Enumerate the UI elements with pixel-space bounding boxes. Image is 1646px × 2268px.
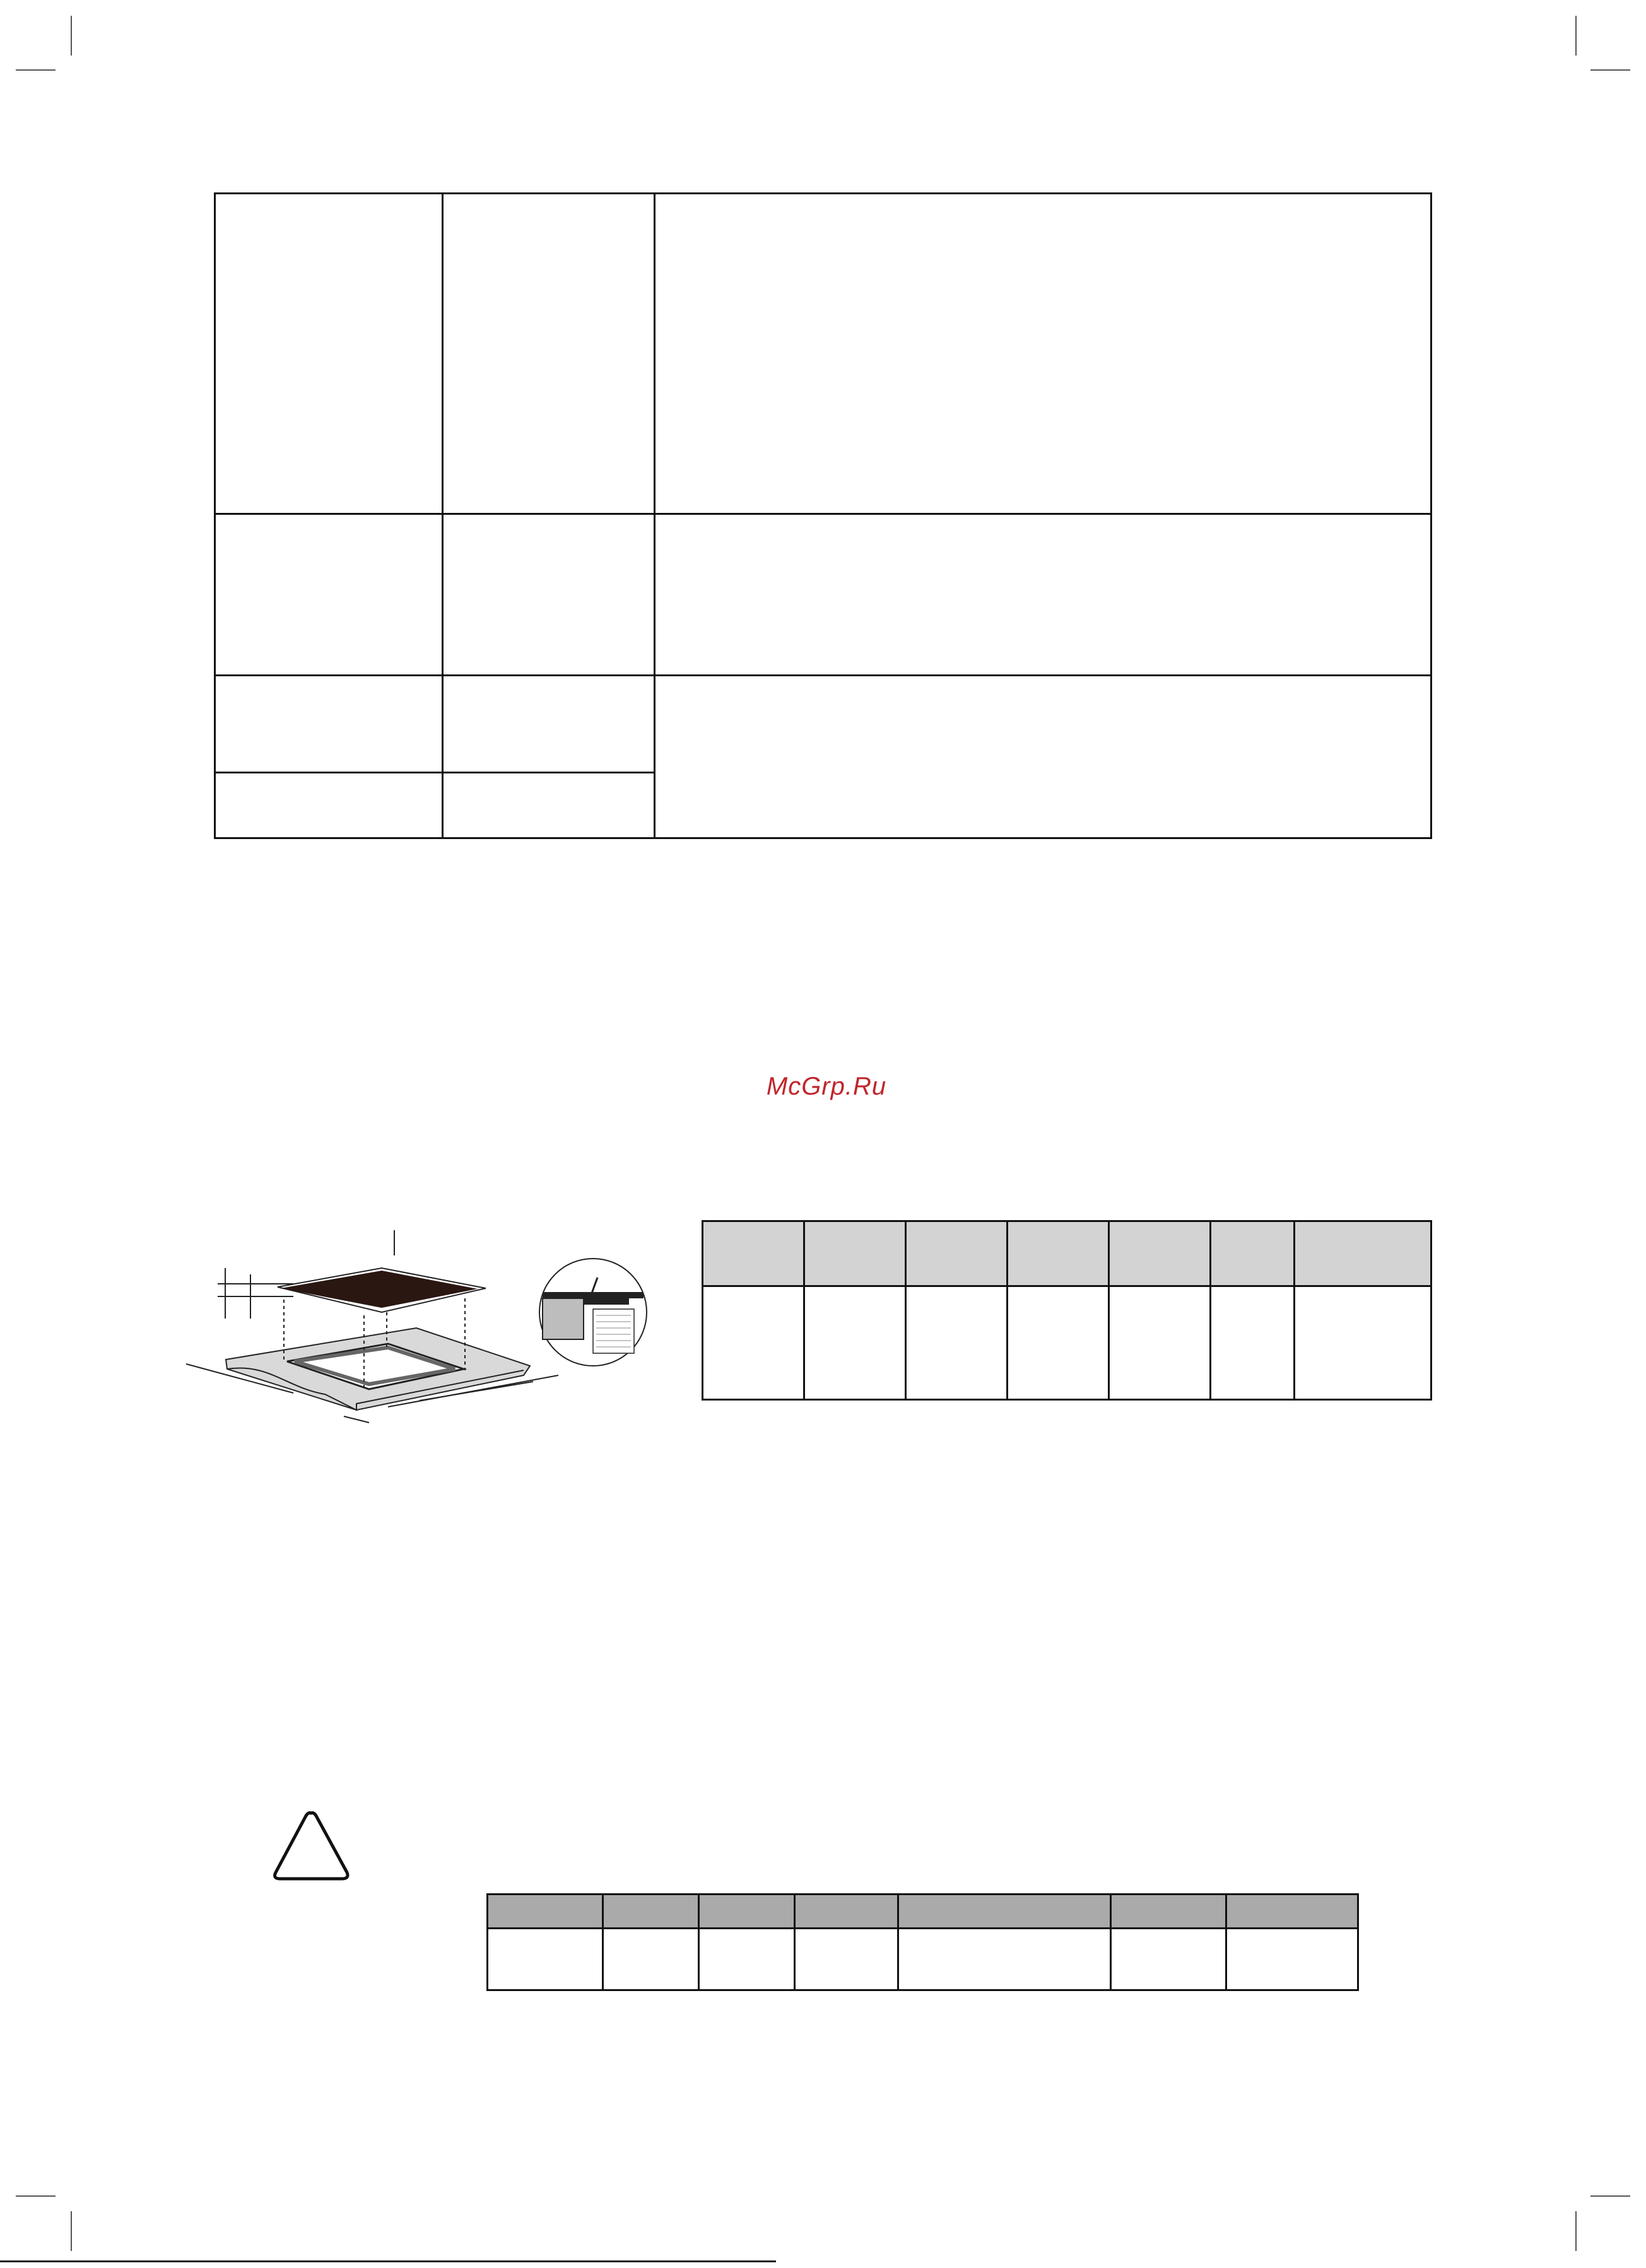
table-cell [1226,1929,1358,1990]
table-header-cell [1226,1895,1358,1929]
crop-mark [1590,2195,1630,2197]
table-header-cell [603,1895,699,1929]
table-header-cell [699,1895,795,1929]
table-row [215,194,1431,514]
table-cell [215,514,443,676]
table-cell [804,1286,906,1400]
crop-mark [1575,16,1577,56]
table-cell [795,1929,898,1990]
table-cell [443,773,655,838]
table-cell [1211,1286,1295,1400]
table-cell [655,676,1431,838]
table-cell [906,1286,1008,1400]
table-header-cell [1295,1221,1431,1286]
table-header-cell [804,1221,906,1286]
table-cell [215,194,443,514]
crop-mark [16,69,56,71]
table-header-cell [1211,1221,1295,1286]
table-header-row [703,1221,1431,1286]
table-cell [1295,1286,1431,1400]
table-header-cell [488,1895,603,1929]
table-header-row [488,1895,1358,1929]
table-header-cell [1109,1221,1211,1286]
table-row [215,514,1431,676]
table-cell [443,676,655,773]
table-row [215,676,1431,773]
troubleshooting-table [214,192,1432,839]
hob-installation-diagram [180,1224,666,1426]
table-cell [699,1929,795,1990]
table-cell [443,194,655,514]
table-cell [443,514,655,676]
table-cell [603,1929,699,1990]
table-header-cell [906,1221,1008,1286]
table-cell [1109,1286,1211,1400]
watermark: McGrp.Ru [766,1072,887,1100]
warning-triangle-icon [270,1809,352,1884]
crop-mark [71,16,72,56]
table-header-cell [795,1895,898,1929]
table-cell [215,676,443,773]
footer-rule [0,2260,776,2262]
table-row [488,1929,1358,1990]
dimensions-table [702,1220,1432,1401]
cable-table [486,1893,1359,1991]
crop-mark [1590,69,1630,71]
crop-mark [71,2211,72,2251]
table-cell [215,773,443,838]
table-header-cell [898,1895,1111,1929]
table-header-cell [703,1221,804,1286]
crop-mark [1575,2211,1577,2251]
table-cell [488,1929,603,1990]
table-cell [898,1929,1111,1990]
table-cell [655,514,1431,676]
table-cell [1111,1929,1226,1990]
table-cell [655,194,1431,514]
table-cell [703,1286,804,1400]
table-header-cell [1008,1221,1109,1286]
table-header-cell [1111,1895,1226,1929]
table-cell [1008,1286,1109,1400]
crop-mark [16,2195,56,2197]
table-row [703,1286,1431,1400]
